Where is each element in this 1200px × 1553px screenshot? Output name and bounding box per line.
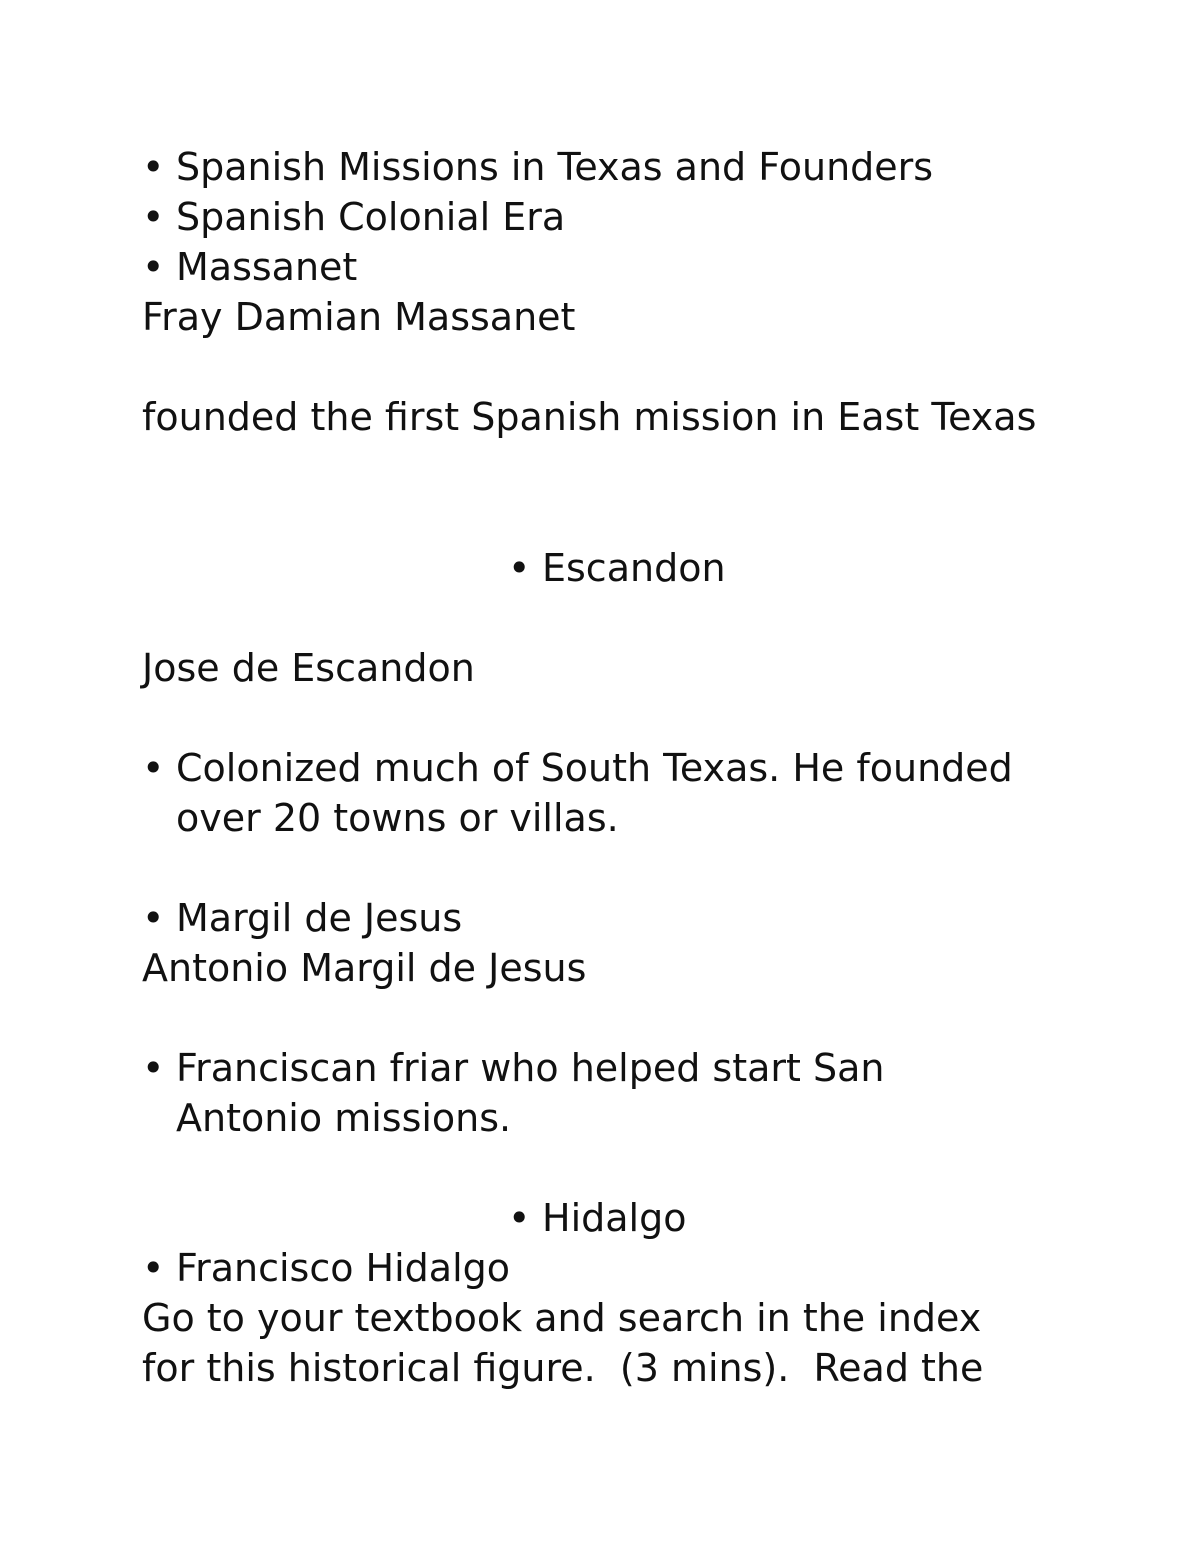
- bullet-text: Colonized much of South Texas. He founded: [176, 746, 1013, 790]
- bullet-text: Margil de Jesus: [176, 896, 463, 940]
- bullet-item-hidalgo: [508, 1193, 686, 1243]
- text-line-instructions-1: Go to your textbook and search in the index: [142, 1296, 982, 1340]
- bullet-item-escandon: [508, 543, 726, 593]
- bullet-item-spanish-missions: [142, 142, 933, 192]
- bullet-icon: •: [142, 245, 165, 289]
- bullet-item-colonial-era: [142, 192, 565, 242]
- bullet-continuation-escandon: over 20 towns or villas.: [176, 796, 619, 840]
- text-line-antonio-margil: Antonio Margil de Jesus: [142, 946, 587, 990]
- text-line-jose-de-escandon: Jose de Escandon: [142, 646, 475, 690]
- bullet-icon: •: [142, 1246, 165, 1290]
- bullet-text: Spanish Colonial Era: [176, 195, 566, 239]
- bullet-text: Franciscan friar who helped start San: [176, 1046, 885, 1090]
- bullet-icon: •: [142, 145, 165, 189]
- bullet-icon: •: [142, 896, 165, 940]
- bullet-icon: •: [142, 1046, 165, 1090]
- bullet-item-massanet: [142, 242, 357, 292]
- text-line-massanet-description: founded the first Spanish mission in East Texas: [142, 395, 1037, 439]
- bullet-text: Escandon: [542, 546, 726, 590]
- bullet-text: Massanet: [176, 245, 358, 289]
- bullet-icon: •: [142, 195, 165, 239]
- bullet-icon: •: [508, 546, 531, 590]
- text-line-instructions-2: for this historical figure. (3 mins). Read the: [142, 1346, 984, 1390]
- bullet-item-margil: [142, 893, 462, 943]
- bullet-item-margil-description: [142, 1043, 885, 1093]
- bullet-text: Spanish Missions in Texas and Founders: [176, 145, 934, 189]
- bullet-continuation-margil: Antonio missions.: [176, 1096, 512, 1140]
- bullet-text: Francisco Hidalgo: [176, 1246, 511, 1290]
- bullet-icon: •: [508, 1196, 531, 1240]
- bullet-text: Hidalgo: [542, 1196, 687, 1240]
- bullet-item-francisco-hidalgo: [142, 1243, 510, 1293]
- bullet-item-escandon-description: [142, 743, 1013, 793]
- text-line-fray-damian-massanet: Fray Damian Massanet: [142, 295, 576, 339]
- bullet-icon: •: [142, 746, 165, 790]
